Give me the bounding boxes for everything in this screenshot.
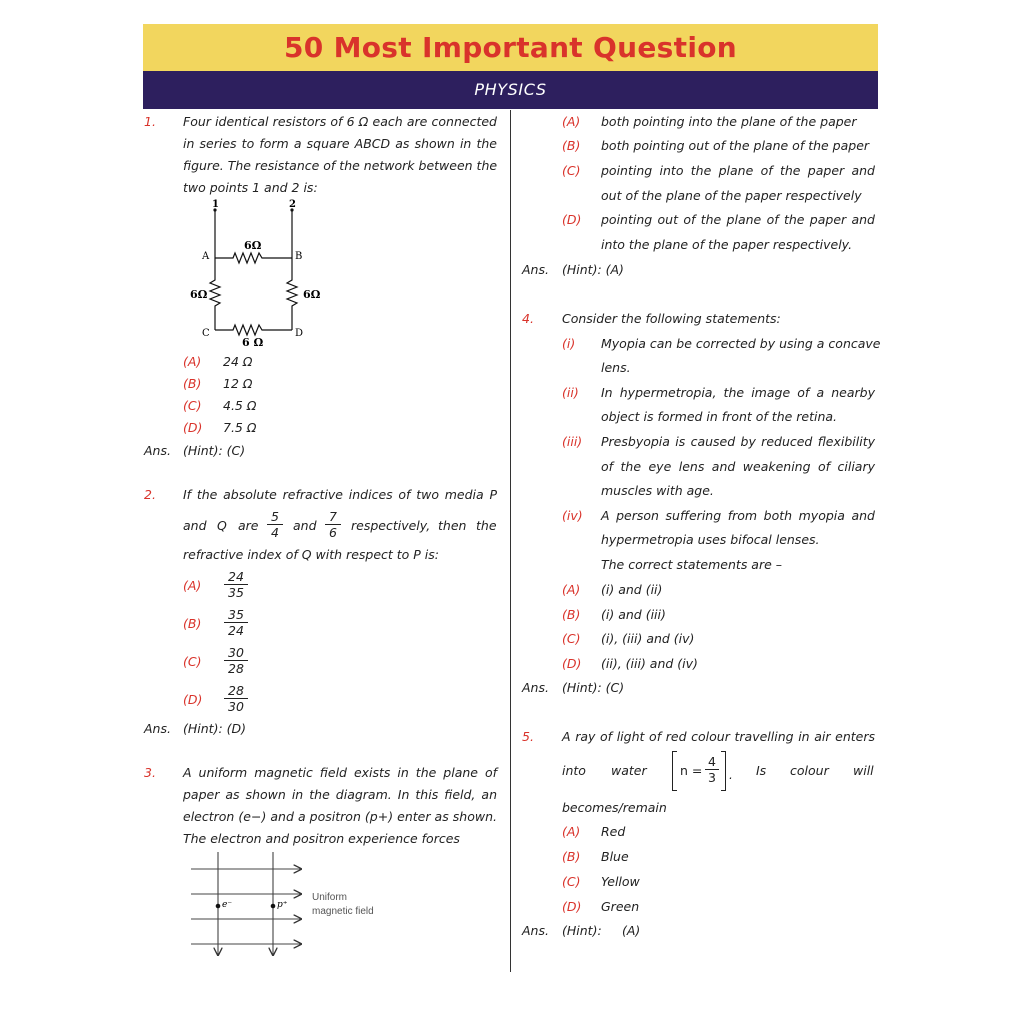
q5-answer-value: (A): [622, 923, 641, 938]
q2-line-3: refractive index of Q with respect to P is:: [183, 547, 439, 562]
q2-fraction-p: $\frac{5}{4}$: [267, 509, 283, 540]
q5-number: 5.: [522, 729, 534, 744]
q3-line-1: A uniform magnetic field exists in the plane of: [183, 765, 497, 780]
q5-option-c-key: (C): [562, 874, 581, 889]
q5-option-a-text: Red: [601, 824, 626, 839]
q1-option-c-key: (C): [183, 398, 202, 413]
q4-correct-statements: The correct statements are –: [601, 557, 783, 572]
q1-option-a-text: 24 Ω: [223, 354, 253, 369]
q5-option-d-key: (D): [562, 899, 582, 914]
q4-intro: Consider the following statements:: [562, 311, 781, 326]
q3-magnetic-field-diagram: [185, 852, 395, 962]
q3-option-d-key: (D): [562, 212, 582, 227]
terminal-2-label: 2: [289, 199, 296, 210]
q5-word-will: will: [853, 763, 874, 778]
q2-option-d-fraction: $\frac{28}{30}$: [224, 683, 248, 714]
q1-option-b-key: (B): [183, 376, 202, 391]
q2-option-c-fraction: $\frac{30}{28}$: [224, 645, 248, 676]
q2-word-are: are: [238, 518, 259, 533]
q4-statement-i-key: (i): [562, 336, 576, 351]
resistor-right-label: 6Ω: [303, 288, 321, 301]
q1-circuit-diagram: [185, 196, 335, 350]
q2-option-b-fraction: $\frac{35}{24}$: [224, 607, 248, 638]
q4-statement-iv-line-2: hypermetropia uses bifocal lenses.: [601, 532, 820, 547]
q2-option-b-key: (B): [183, 616, 202, 631]
q5-option-a-key: (A): [562, 824, 581, 839]
q3-answer: (Hint): (A): [562, 262, 624, 277]
q3-option-d-line-2: into the plane of the paper respectively.: [601, 237, 853, 252]
q1-option-b-text: 12 Ω: [223, 376, 253, 391]
q2-option-d-key: (D): [183, 692, 203, 707]
q4-statement-ii-line-2: object is formed in front of the retina.: [601, 409, 838, 424]
q4-option-d-text: (ii), (iii) and (iv): [601, 656, 698, 671]
q4-option-a-text: (i) and (ii): [601, 582, 663, 597]
q2-number: 2.: [144, 487, 156, 502]
q4-option-b-key: (B): [562, 607, 581, 622]
q3-option-c-key: (C): [562, 163, 581, 178]
q1-answer: (Hint): (C): [183, 443, 246, 458]
q4-statement-iii-line-2: of the eye lens and weakening of ciliary: [601, 459, 875, 474]
q1-line-3: figure. The resistance of the network between the: [183, 158, 498, 173]
node-d-label: D: [295, 328, 304, 339]
q1-line-2: in series to form a square ABCD as shown in the: [183, 136, 497, 151]
q3-option-c-line-1: pointing into the plane of the paper and: [601, 163, 875, 178]
q5-word-colour: colour: [790, 763, 829, 778]
q3-option-a-text: both pointing into the plane of the paper: [601, 114, 857, 129]
q4-statement-ii-key: (ii): [562, 385, 579, 400]
q1-number: 1.: [144, 114, 156, 129]
column-divider: [510, 110, 511, 972]
q5-fraction: $\frac{4}{3}$: [705, 754, 719, 785]
q5-answer: (Hint):: [562, 923, 602, 938]
q4-option-c-key: (C): [562, 631, 581, 646]
q5-option-d-text: Green: [601, 899, 640, 914]
q5-answer-label: Ans.: [522, 923, 549, 938]
page-title: 50 Most Important Question: [284, 31, 737, 64]
title-banner: [143, 24, 878, 71]
q4-statement-iii-line-1: Presbyopia is caused by reduced flexibility: [601, 434, 875, 449]
subject-title: PHYSICS: [474, 80, 547, 99]
q4-statement-i-line-1: Myopia can be corrected by using a concave: [601, 336, 881, 351]
q5-word-is: Is: [756, 763, 767, 778]
positron-label: p⁺: [277, 900, 288, 910]
field-label-2: magnetic field: [312, 906, 374, 917]
q3-line-2: paper as shown in the diagram. In this field, an: [183, 787, 497, 802]
q1-option-d-key: (D): [183, 420, 203, 435]
resistor-left-label: 6Ω: [190, 288, 208, 301]
q3-option-d-line-1: pointing out of the plane of the paper and: [601, 212, 875, 227]
subject-banner: [143, 71, 878, 109]
q1-option-c-text: 4.5 Ω: [223, 398, 257, 413]
q2-word-and: and: [183, 518, 207, 533]
q3-option-a-key: (A): [562, 114, 581, 129]
q2-word-and-2: and: [293, 518, 317, 533]
q2-fraction-q: $\frac{7}{6}$: [325, 509, 341, 540]
q4-answer: (Hint): (C): [562, 680, 625, 695]
q4-option-b-text: (i) and (iii): [601, 607, 666, 622]
q2-word-respectively: respectively,: [351, 518, 431, 533]
q3-option-b-text: both pointing out of the plane of the paper: [601, 138, 870, 153]
q2-answer-label: Ans.: [144, 721, 171, 736]
terminal-1-label: 1: [212, 199, 219, 210]
q4-statement-i-line-2: lens.: [601, 360, 631, 375]
q5-word-into: into: [562, 763, 586, 778]
q5-option-b-key: (B): [562, 849, 581, 864]
q2-word-q: Q: [217, 518, 227, 533]
q3-line-4: The electron and positron experience forces: [183, 831, 460, 846]
q4-answer-label: Ans.: [522, 680, 549, 695]
q3-number: 3.: [144, 765, 156, 780]
q1-line-4: two points 1 and 2 is:: [183, 180, 318, 195]
q2-option-a-fraction: $\frac{24}{35}$: [224, 569, 248, 600]
q5-word-water: water: [611, 763, 647, 778]
q4-option-d-key: (D): [562, 656, 582, 671]
electron-label: e⁻: [222, 900, 233, 910]
q4-statement-iii-key: (iii): [562, 434, 583, 449]
resistor-bottom-label: 6 Ω: [242, 336, 264, 349]
node-c-label: C: [202, 328, 210, 339]
q4-number: 4.: [522, 311, 534, 326]
q1-line-1: Four identical resistors of 6 Ω each are connected: [183, 114, 497, 129]
q1-option-a-key: (A): [183, 354, 202, 369]
q5-option-c-text: Yellow: [601, 874, 640, 889]
q3-answer-label: Ans.: [522, 262, 549, 277]
q3-line-3: electron (e−) and a positron (p+) enter as shown.: [183, 809, 497, 824]
node-b-label: B: [295, 251, 303, 262]
q3-option-c-line-2: out of the plane of the paper respectively: [601, 188, 862, 203]
q3-option-b-key: (B): [562, 138, 581, 153]
q2-word-then: then: [438, 518, 467, 533]
q5-line-1: A ray of light of red colour travelling in air enters: [562, 729, 875, 744]
q1-answer-label: Ans.: [144, 443, 171, 458]
q4-option-a-key: (A): [562, 582, 581, 597]
q4-statement-iv-key: (iv): [562, 508, 583, 523]
q4-option-c-text: (i), (iii) and (iv): [601, 631, 695, 646]
q4-statement-ii-line-1: In hypermetropia, the image of a nearby: [601, 385, 875, 400]
q4-statement-iv-line-1: A person suffering from both myopia and: [601, 508, 875, 523]
q2-option-a-key: (A): [183, 578, 202, 593]
field-label-1: Uniform: [312, 892, 348, 903]
q2-answer: (Hint): (D): [183, 721, 247, 736]
q2-option-c-key: (C): [183, 654, 202, 669]
q4-statement-iii-line-3: muscles with age.: [601, 483, 714, 498]
resistor-top-label: 6Ω: [244, 239, 262, 252]
q5-line-3: becomes/remain: [562, 800, 667, 815]
q1-option-d-text: 7.5 Ω: [223, 420, 257, 435]
q5-refractive-index-bracket: [672, 751, 728, 789]
node-a-label: A: [202, 251, 210, 262]
q5-option-b-text: Blue: [601, 849, 629, 864]
q2-line-1: If the absolute refractive indices of two media P: [183, 487, 497, 502]
q2-word-the: the: [476, 518, 497, 533]
q5-n-label: n =: [680, 763, 703, 778]
